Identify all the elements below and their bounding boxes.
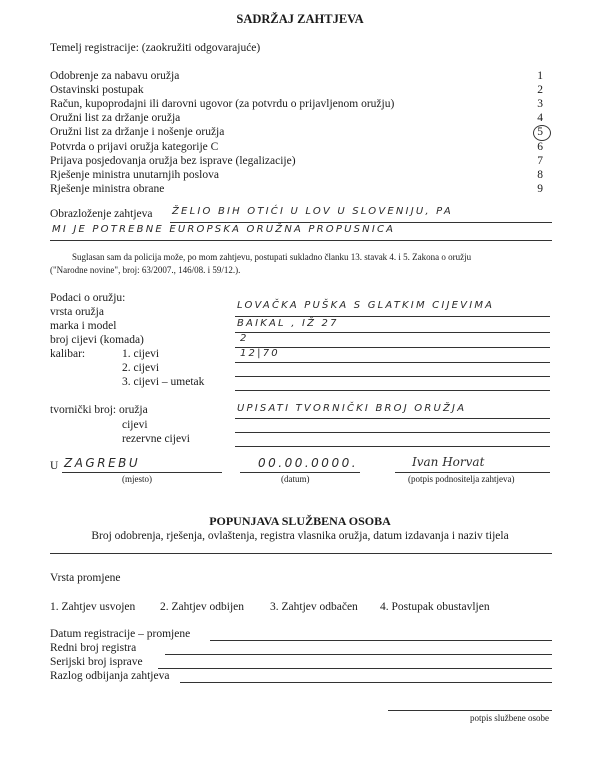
- consent-line1: Suglasan sam da policija može, po mom zahtjevu, postupati sukladno članku 13. stavak 4. i 5. Zakona o oružju: [72, 252, 472, 262]
- official-number-underline: [50, 553, 552, 554]
- registration-item: Ostavinski postupak: [50, 84, 144, 97]
- serial-underline: [235, 418, 550, 419]
- registration-item-number: 9: [537, 182, 543, 195]
- sign-caption: (potpis podnositelja zahtjeva): [408, 474, 515, 484]
- caliber2-underline: [235, 376, 550, 377]
- caliber3-underline: [235, 390, 550, 391]
- option-rejected: 2. Zahtjev odbijen: [160, 601, 244, 613]
- weapon-type-label: vrsta oružja: [50, 306, 104, 318]
- reg-date-label: Datum registracije – promjene: [50, 628, 191, 640]
- place-value: ZAGREBU: [64, 456, 141, 470]
- place-caption: (mjesto): [122, 474, 152, 484]
- option-dismissed: 3. Zahtjev odbačen: [270, 601, 358, 613]
- registration-item: Oružni list za držanje i nošenje oružja: [50, 126, 225, 139]
- weapon-barrels-label: broj cijevi (komada): [50, 334, 144, 346]
- official-signature-underline: [388, 710, 552, 711]
- registration-item: Odobrenje za nabavu oružja: [50, 70, 180, 82]
- weapon-type-value: LOVAČKA PUŠKA S GLATKIM CIJEVIMA: [237, 300, 495, 311]
- justification-line1: ŽELIO BIH OTIĆI U LOV U SLOVENIJU, PA: [172, 206, 453, 217]
- change-type-label: Vrsta promjene: [50, 572, 121, 584]
- date-underline: [240, 472, 360, 473]
- consent-line2: ("Narodne novine", broj: 63/2007., 146/08. i 59/12.).: [50, 265, 241, 275]
- serial-doc-underline: [158, 668, 552, 669]
- weapon-make-value: BAIKAL , IŽ 27: [237, 318, 339, 329]
- justification-underline2: [50, 240, 552, 241]
- rejection-underline: [180, 682, 552, 683]
- serial-barrels-underline: [235, 432, 550, 433]
- registration-item: Prijava posjedovanja oružja bez isprave (legalizacije): [50, 154, 296, 167]
- registration-item-number: 7: [537, 154, 543, 167]
- registration-item-number: 4: [537, 112, 543, 125]
- date-value: 00.00.0000.: [258, 456, 359, 470]
- justification-line2: MI JE POTREBNE EUROPSKA ORUŽNA PROPUSNICA: [52, 224, 396, 235]
- official-heading: POPUNJAVA SLUŽBENA OSOBA: [209, 514, 391, 528]
- official-signature-caption: potpis službene osobe: [470, 713, 549, 723]
- registration-item: Oružni list za držanje oružja: [50, 112, 181, 125]
- justification-underline1: [170, 222, 552, 223]
- date-caption: (datum): [281, 474, 310, 484]
- reg-date-underline: [210, 640, 552, 641]
- weapon-heading: Podaci o oružju:: [50, 292, 126, 304]
- weapon-barrels-underline: [235, 347, 550, 348]
- caliber1-underline: [235, 362, 550, 363]
- caliber1-label: 1. cijevi: [122, 348, 160, 360]
- serial-spare-label: rezervne cijevi: [122, 433, 190, 445]
- registration-item-number: 6: [537, 140, 543, 153]
- registration-item-number: 1: [537, 70, 543, 82]
- applicant-signature: Ivan Horvat: [412, 455, 485, 469]
- place-prefix: U: [50, 460, 59, 472]
- weapon-type-underline: [235, 316, 550, 317]
- serial-label: tvornički broj: oružja: [50, 404, 148, 416]
- rejection-label: Razlog odbijanja zahtjeva: [50, 670, 170, 682]
- registration-item-number: 2: [537, 84, 543, 97]
- page-title: SADRŽAJ ZAHTJEVA: [236, 12, 364, 26]
- caliber2-label: 2. cijevi: [122, 362, 160, 374]
- serial-doc-label: Serijski broj isprave: [50, 656, 143, 668]
- caliber1-value: 12|70: [240, 348, 280, 359]
- ordinal-underline: [165, 654, 552, 655]
- registration-item-number: 8: [537, 168, 543, 181]
- weapon-make-underline: [235, 332, 550, 333]
- serial-barrels-label: cijevi: [122, 419, 148, 431]
- caliber3-label: 3. cijevi – umetak: [122, 376, 205, 388]
- place-underline: [62, 472, 222, 473]
- caliber-label: kalibar:: [50, 348, 86, 360]
- weapon-barrels-value: 2: [240, 333, 249, 344]
- registration-item-number: 5: [537, 126, 543, 139]
- signature-underline: [395, 472, 550, 473]
- registration-item: Rješenje ministra obrane: [50, 182, 165, 195]
- registration-item: Potvrda o prijavi oružja kategorije C: [50, 140, 219, 153]
- registration-item: Rješenje ministra unutarnjih poslova: [50, 168, 219, 181]
- option-discontinued: 4. Postupak obustavljen: [380, 601, 490, 613]
- weapon-make-label: marka i model: [50, 320, 117, 332]
- selected-option-circle: [533, 125, 551, 141]
- official-subheading: Broj odobrenja, rješenja, ovlaštenja, registra vlasnika oružja, datum izdavanja i naziv tijela: [91, 530, 509, 542]
- ordinal-label: Redni broj registra: [50, 642, 137, 654]
- registration-item-number: 3: [537, 98, 543, 111]
- registration-item: Račun, kupoprodajni ili darovni ugovor (za potvrdu o prijavljenom oružju): [50, 98, 395, 111]
- serial-value: UPISATI TVORNIČKI BROJ ORUŽJA: [237, 403, 467, 414]
- justification-label: Obrazloženje zahtjeva: [50, 208, 153, 220]
- serial-spare-underline: [235, 446, 550, 447]
- registration-label: Temelj registracije: (zaokružiti odgovarajuće): [50, 42, 261, 54]
- option-accepted: 1. Zahtjev usvojen: [50, 601, 136, 613]
